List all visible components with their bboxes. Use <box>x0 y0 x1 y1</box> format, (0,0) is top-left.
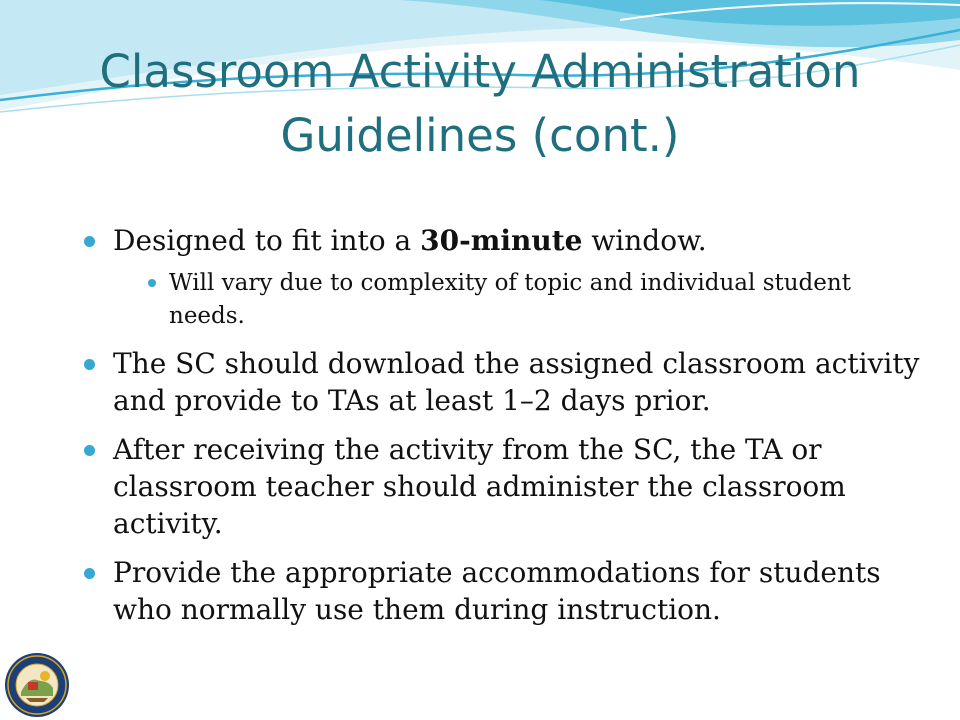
bullet-text: Provide the appropriate accommodations for students who normally use them during instruction. <box>113 556 881 626</box>
bullet-dot-icon <box>84 568 95 579</box>
bullet-list <box>80 222 930 640</box>
bullet-item <box>80 222 930 333</box>
sub-bullet-item <box>146 267 930 333</box>
bullet-item <box>80 554 930 628</box>
sub-bullet-list <box>113 267 930 333</box>
department-of-education-seal-icon <box>4 652 70 718</box>
bullet-text: Designed to fit into a <box>113 224 421 257</box>
bullet-item <box>80 431 930 542</box>
bullet-dot-icon <box>84 236 95 247</box>
bullet-dot-icon <box>84 445 95 456</box>
slide-title <box>20 40 940 168</box>
bullet-text: The SC should download the assigned classroom activity and provide to TAs at least 1–2 days prior. <box>113 347 920 417</box>
bullet-bold-text: 30-minute <box>420 224 583 257</box>
bullet-item <box>80 345 930 419</box>
bullet-text-end: window. <box>582 224 707 257</box>
sub-bullet-dot-icon <box>148 279 156 287</box>
bullet-dot-icon <box>84 359 95 370</box>
bullet-text: After receiving the activity from the SC, the TA or classroom teacher should administer the classroom activity. <box>113 433 846 540</box>
slide-title-line2: Guidelines (cont.) <box>280 109 680 162</box>
sub-bullet-text: Will vary due to complexity of topic and individual student needs. <box>169 270 851 329</box>
slide-title-line1: Classroom Activity Administration <box>99 45 861 98</box>
